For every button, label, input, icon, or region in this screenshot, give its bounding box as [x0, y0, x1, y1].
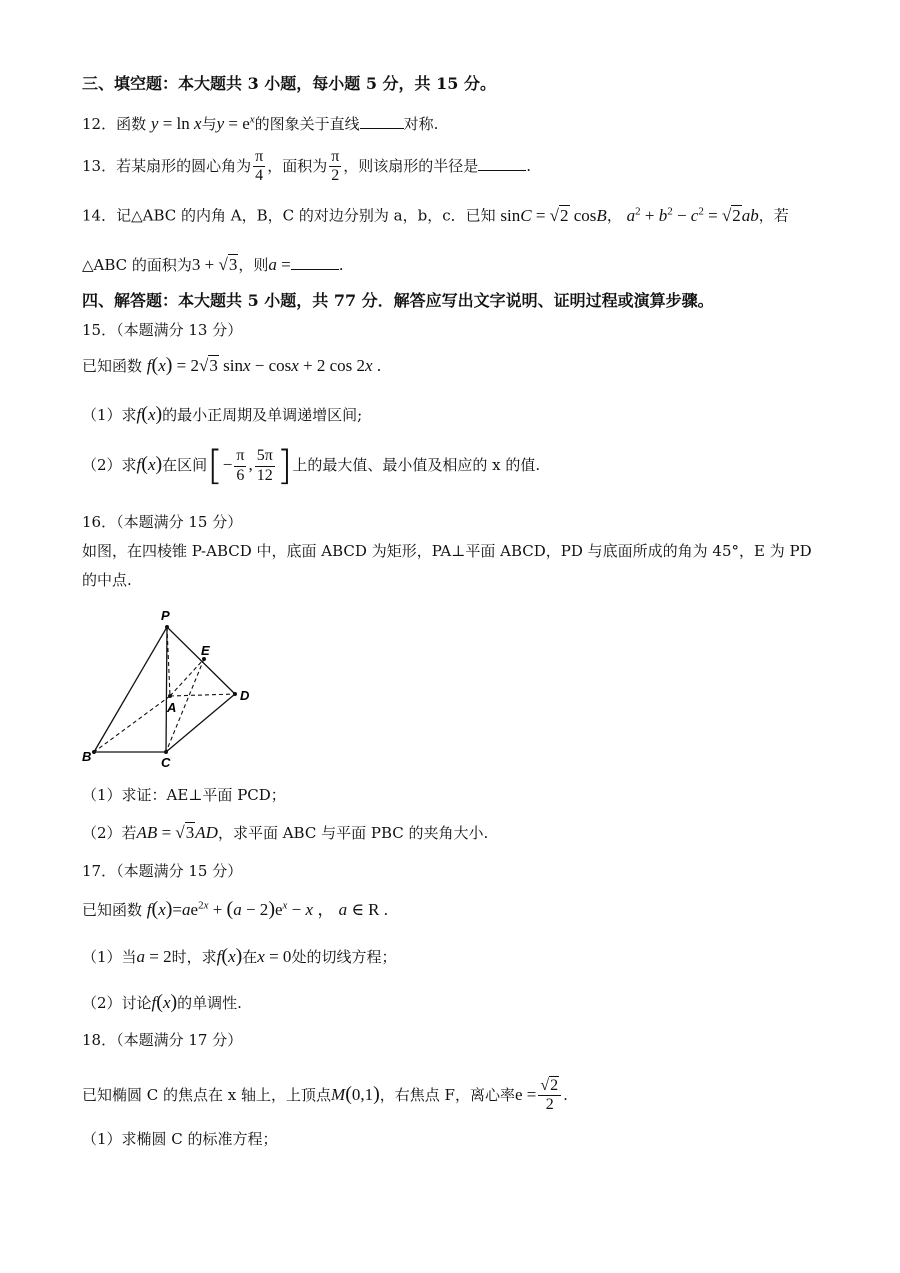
q14-line2-b: ，则 [238, 256, 269, 274]
q17-part1-c: 在 [242, 948, 258, 966]
q15-part-2: （2）求f(x)在区间[− $\frac{\pi}{6}$ , $\frac{5\pi}{12}$ ]上的最大值、最小值及相应的 x 的值. [82, 443, 541, 489]
q18-intro-c: . [563, 1085, 568, 1104]
q14-line2-c: . [338, 256, 344, 274]
vertex-P [165, 625, 169, 629]
q17-intro [82, 897, 388, 921]
q12-text-c: 的图象关于直线 [254, 115, 360, 133]
q14-text-a: 记△ABC 的内角 A，B，C 的对边分别为 a，b，c．已知 [116, 206, 496, 225]
q17-part-1 [82, 944, 396, 968]
q13-text-d: . [526, 156, 532, 175]
label-B: B [82, 749, 92, 764]
q15-header: 15．（本题满分 13 分） [82, 321, 243, 339]
edge-PA [167, 627, 170, 696]
vertex-D [233, 692, 237, 696]
q16-line-2: 的中点. [82, 571, 132, 589]
vertex-C [164, 750, 168, 754]
q16-part-2 [82, 823, 488, 843]
question-12 [82, 113, 438, 134]
q13-answer-blank[interactable] [478, 155, 526, 171]
q14-formula-area: 3 + √3 [191, 255, 238, 274]
edge-PB [94, 627, 167, 752]
q17-part2-fx: f(x) [151, 991, 178, 1013]
label-C: C [161, 755, 171, 770]
q17-part1-b: 时，求 [171, 948, 217, 966]
q17-header: 17．（本题满分 15 分） [82, 862, 243, 880]
q15-interval-close: ] [276, 443, 293, 489]
q18-formula-e: e = [514, 1084, 537, 1104]
label-D: D [240, 688, 250, 703]
q12-formula-ln: y = ln x [150, 114, 202, 133]
q15-part-1 [82, 402, 362, 426]
question-14-line-1 [82, 205, 789, 226]
q15-part2-c: 上的最大值、最小值及相应的 x 的值. [292, 456, 541, 474]
q17-part1-d: 处的切线方程； [291, 948, 397, 966]
q16-part2-b: ，求平面 ABC 与平面 PBC 的夹角大小. [217, 824, 489, 842]
q13-text-a: 若某扇形的圆心角为 [116, 156, 252, 175]
q15-part1-a: （1）求 [82, 406, 137, 424]
q17-part1-a: （1）当 [82, 948, 137, 966]
edge-PC [166, 627, 167, 752]
edge-AD [170, 694, 235, 696]
q17-formula-a-eq-2: a = 2 [136, 947, 172, 966]
q16-part-1: （1）求证：AE⊥平面 PCD； [82, 786, 286, 804]
q12-answer-blank[interactable] [360, 113, 404, 129]
q15-fraction-5pi-12: $\frac{5\pi}{12}$ [256, 447, 273, 484]
section-4-heading: 四、解答题：本大题共 5 小题，共 77 分．解答应写出文字说明、证明过程或演算步骤。 [82, 291, 714, 310]
edge-AE [170, 659, 204, 696]
label-E: E [201, 643, 210, 658]
question-13 [82, 148, 531, 186]
q14-number: 14． [82, 206, 117, 225]
q14-formula-law-cos: $a^2 + b^2 - c^2 = √2ab$ [626, 205, 759, 225]
q14-answer-blank[interactable] [291, 254, 339, 270]
label-A: A [167, 700, 177, 715]
q13-text-c: ，则该扇形的半径是 [343, 156, 479, 175]
q18-fraction-sqrt2-2: $\frac{√2}{2}$ [538, 1077, 561, 1115]
q15-part1-fx: f(x) [136, 403, 163, 425]
q16-header: 16．（本题满分 15 分） [82, 513, 243, 531]
edge-AB [94, 696, 170, 752]
q14-text-c: ，若 [758, 206, 789, 225]
q15-part2-fx: f(x) [136, 453, 163, 475]
q14-text-b: ， [606, 206, 622, 225]
q18-intro-a: 已知椭圆 C 的焦点在 x 轴上，上顶点 [82, 1085, 332, 1104]
q15-part2-a: （2）求 [82, 456, 137, 474]
q12-text-b: 与 [201, 115, 217, 133]
q17-part2-b: 的单调性. [177, 994, 242, 1012]
q12-text-d: 对称. [403, 115, 439, 133]
label-P: P [161, 608, 170, 623]
q15-fraction-pi-6: $\frac{\pi}{6}$ [236, 447, 245, 484]
q12-formula-exp: $y = e^x$ [216, 113, 255, 133]
q18-intro-b: ，右焦点 F，离心率 [379, 1085, 515, 1104]
q17-function-def: $f(x)=ae^{2x} + (a - 2)e^x - x$ ， a ∈ R . [146, 898, 388, 920]
q15-part2-b: 在区间 [162, 456, 208, 474]
q15-function-def: f(x) = 2√3 sinx − cosx + 2 cos 2x . [146, 354, 382, 376]
vertex-B [92, 750, 96, 754]
q18-part-1: （1）求椭圆 C 的标准方程； [82, 1130, 278, 1148]
q14-line2-a: △ABC 的面积为 [82, 256, 192, 274]
q17-part1-fx: f(x) [216, 945, 243, 967]
question-14-line-2 [82, 254, 344, 275]
q17-intro-text: 已知函数 [82, 901, 143, 919]
q13-fraction-pi-2: $\frac{\pi}{2}$ [331, 148, 340, 185]
vertex-A [168, 694, 172, 698]
q15-interval-lower: − [222, 455, 233, 474]
q18-formula-m: M(0,1) [331, 1082, 380, 1105]
pyramid-figure [78, 604, 268, 774]
q16-part2-a: （2）若 [82, 824, 137, 842]
q13-text-b: ，面积为 [267, 156, 328, 175]
q17-formula-x-eq-0: x = 0 [257, 947, 292, 966]
q18-intro [82, 1077, 568, 1115]
q17-part-2 [82, 990, 242, 1014]
q15-intro-text: 已知函数 [82, 357, 143, 375]
q15-interval-open: [ [207, 443, 223, 489]
q13-number: 13． [82, 156, 117, 175]
q16-line-1: 如图，在四棱锥 P-ABCD 中，底面 ABCD 为矩形，PA⊥平面 ABCD，PD 与底面所成的角为 45°，E 为 PD [82, 542, 812, 560]
q18-header: 18．（本题满分 17 分） [82, 1031, 243, 1049]
q14-formula-a: a = [268, 255, 291, 274]
q14-formula-sin: sinC = √2 cosB [500, 205, 607, 225]
q13-fraction-pi-4: $\frac{\pi}{4}$ [255, 148, 264, 185]
q12-number: 12． [82, 115, 117, 133]
q15-intro [82, 353, 381, 377]
q12-text-a: 函数 [116, 115, 147, 133]
edge-PD [167, 627, 235, 694]
q15-part1-b: 的最小正周期及单调递增区间; [162, 406, 363, 424]
q16-formula-ab-ad: AB = √3AD [136, 823, 218, 842]
section-3-heading: 三、填空题：本大题共 3 小题，每小题 5 分，共 15 分。 [82, 74, 496, 93]
q17-part2-a: （2）讨论 [82, 994, 152, 1012]
